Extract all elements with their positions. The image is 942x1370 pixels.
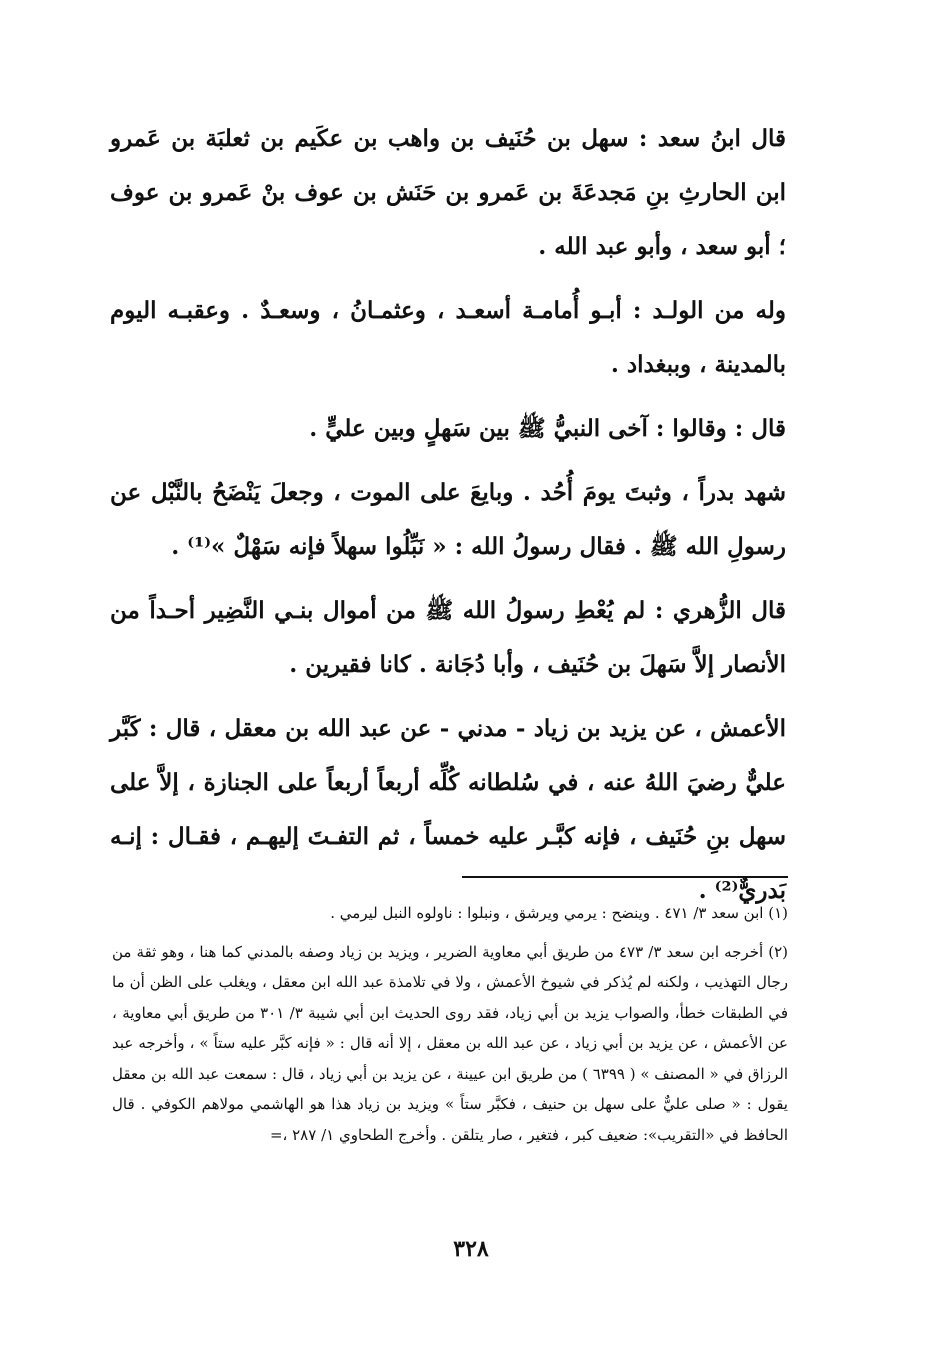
paragraph-amash: الأعمش ، عن يزيد بن زياد - مدني - عن عبد الله بن معقل ، قال : كَبَّر عليٌّ رضيَ اللهُ عنه ، في سُلطانه كُلِّه أربعاً أربعاً على الجنازة ، إلاَّ على سهل بنِ حُنَيف ، فإنه كبَّـر عليه خمساً ، ثم التفـتَ إليهـم ، فقـال : إنـه بَدريٌّ⁽²⁾ . [110, 715, 786, 904]
paragraph-children: وله من الولـد : أبـو أُمامـة أسعـد ، وعثمـانُ ، وسعـدٌ . وعقبـه اليوم بالمدينة ، وببغداد . [110, 297, 786, 378]
paragraph-lineage: قال ابنُ سعد : سهل بن حُنَيف بن واهب بن عكَيم بن ثعلبَة بن عَمرو ابن الحارثِ بنِ مَجدعَةَ بن عَمرو بن حَنَش بن عوف بنْ عَمرو بن عوف ؛ أبو سعد ، وأبو عبد الله . [110, 125, 786, 260]
paragraph-brotherhood: قال : وقالوا : آخى النبيُّ ﷺ بين سَهلٍ وبين عليٍّ . [309, 415, 786, 442]
footnote-1: (١) ابن سعد ٣/ ٤٧١ . وينضح : يرمي ويرشق ، ونبلوا : ناولوه النبل ليرمي . [330, 904, 788, 922]
main-text [110, 112, 786, 928]
footnotes [112, 898, 788, 1158]
page-number: ٣٢٨ [453, 1236, 489, 1262]
footnote-2: (٢) أخرجه ابن سعد ٣/ ٤٧٣ من طريق أبي معاوية الضرير ، ويزيد بن زياد وصفه بالمدني كما هنا ، وهو ثقة من رجال التهذيب ، ولكنه لم يُذكر في شيوخ الأعمش ، ولا في تلامذة عبد الله ابن معقل ، ويغلب على الظن أن ما في الطبقات خطأ، والصواب يزيد بن أبي زياد، فقد روى الحديث ابن أبي شيبة ٣/ ٣٠١ من طريق أبي معاوية ، عن الأعمش ، عن يزيد بن أبي زياد ، عن عبد الله بن معقل ، إلا أنه قال : « فإنه كبَّر عليه ستاً » ، وأخرجه عبد الرزاق في « المصنف » ( ٦٣٩٩ ) من طريق ابن عيينة ، عن يزيد بن أبي زياد ، قال : سمعت عبد الله بن معقل يقول : « صلى عليٌّ على سهل بن حنيف ، فكبَّر ستاً » ويزيد بن زياد هذا هو الهاشمي مولاهم الكوفي . قال الحافظ في «التقريب»: ضعيف كبر ، فتغير ، صار يتلقن . وأخرج الطحاوي ١/ ٢٨٧ ،= [112, 942, 788, 1144]
footnote-divider [462, 876, 788, 878]
paragraph-badr-uhud: شهد بدراً ، وثبتَ يومَ أُحُد . وبايعَ على الموت ، وجعلَ يَنْضَحُ بالنَّبْل عن رسولِ الله ﷺ . فقال رسولُ الله : « نَبِّلُوا سهلاً فإنه سَهْلٌ »⁽¹⁾ . [110, 479, 786, 560]
paragraph-zuhri: قال الزُّهري : لم يُعْطِ رسولُ الله ﷺ من أموال بنـي النَّضِير أحـداً من الأنصار إلاَّ سَهلَ بن حُنَيف ، وأبا دُجَانة . كانا فقيرين . [110, 597, 786, 678]
